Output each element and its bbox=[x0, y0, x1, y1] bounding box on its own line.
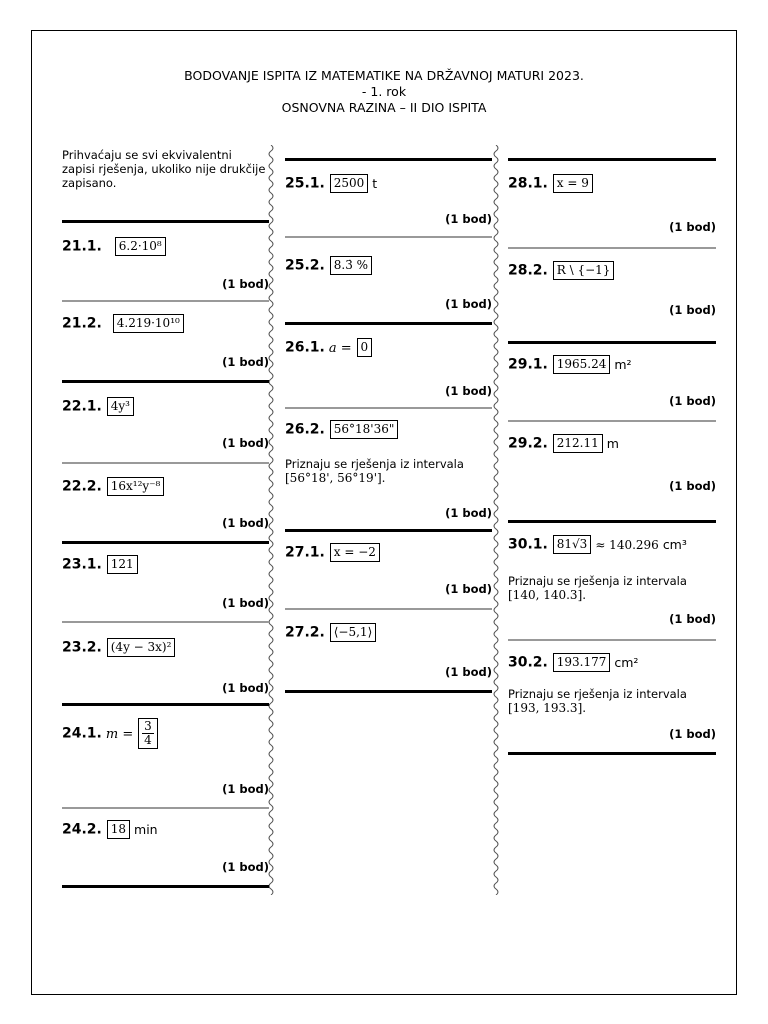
task-22-2: 22.2. 16x¹²y⁻⁸ bbox=[62, 477, 164, 496]
answer-box: 8.3̇ % bbox=[330, 256, 372, 275]
divider bbox=[285, 236, 492, 238]
header-level: OSNOVNA RAZINA – II DIO ISPITA bbox=[281, 100, 487, 115]
task-30-1: 30.1. 81√3 ≈ 140.296 cm³ bbox=[508, 536, 687, 553]
task-27-1: 27.1. x = −2 bbox=[285, 543, 380, 562]
task-26-2: 26.2. 56°18'36" bbox=[285, 420, 398, 439]
points-label: (1 bod) bbox=[669, 303, 716, 317]
divider bbox=[508, 420, 716, 422]
divider bbox=[285, 608, 492, 610]
answer-box: (4y − 3x)² bbox=[107, 638, 176, 657]
points-label: (1 bod) bbox=[222, 596, 269, 610]
points-label: (1 bod) bbox=[669, 612, 716, 626]
task-26-1: 26.1. a = 0 bbox=[285, 338, 372, 357]
divider bbox=[508, 247, 716, 249]
divider bbox=[508, 158, 716, 161]
points-label: (1 bod) bbox=[445, 582, 492, 596]
header-term: - 1. rok bbox=[361, 84, 407, 99]
divider bbox=[285, 690, 492, 693]
divider bbox=[62, 703, 269, 706]
answer-box: 0 bbox=[357, 338, 373, 357]
points-label: (1 bod) bbox=[222, 436, 269, 450]
answer-box: ⟨−5,1⟩ bbox=[330, 623, 377, 642]
answer-box: 6.2·10⁸ bbox=[115, 237, 166, 256]
answer-box: 212.11 bbox=[553, 434, 603, 453]
points-label: (1 bod) bbox=[669, 394, 716, 408]
divider bbox=[62, 300, 269, 302]
task-30-2: 30.2. 193.177 cm² bbox=[508, 654, 639, 671]
divider bbox=[508, 341, 716, 344]
task-29-2: 29.2. 212.11 m bbox=[508, 435, 619, 452]
interval-note: Priznaju se rješenja iz intervala [140, 140.3]. bbox=[508, 574, 687, 602]
task-21-2: 21.2. 4.219·10¹⁰ bbox=[62, 314, 184, 333]
task-25-1: 25.1. 2500 t bbox=[285, 175, 378, 192]
divider bbox=[62, 885, 269, 888]
points-label: (1 bod) bbox=[222, 516, 269, 530]
points-label: (1 bod) bbox=[445, 665, 492, 679]
divider bbox=[285, 322, 492, 325]
answer-box: 121 bbox=[107, 555, 138, 574]
task-28-1: 28.1. x = 9 bbox=[508, 174, 593, 193]
points-label: (1 bod) bbox=[222, 860, 269, 874]
points-label: (1 bod) bbox=[445, 384, 492, 398]
divider bbox=[508, 520, 716, 523]
task-24-2: 24.2. 18 min bbox=[62, 821, 158, 838]
answer-box: R \ {−1} bbox=[553, 261, 615, 280]
divider bbox=[285, 407, 492, 409]
page-header bbox=[0, 68, 768, 116]
divider bbox=[62, 541, 269, 544]
points-label: (1 bod) bbox=[222, 277, 269, 291]
answer-box: x = 9 bbox=[553, 174, 593, 193]
answer-box: 56°18'36" bbox=[330, 420, 399, 439]
interval-note: Priznaju se rješenja iz intervala [193, 193.3]. bbox=[508, 687, 687, 715]
column-separator-2 bbox=[491, 145, 501, 895]
points-label: (1 bod) bbox=[222, 782, 269, 796]
task-27-2: 27.2. ⟨−5,1⟩ bbox=[285, 623, 376, 642]
answer-box: $\frac{3}{4}$ bbox=[138, 718, 158, 749]
divider bbox=[62, 380, 269, 383]
task-25-2: 25.2. 8.3̇ % bbox=[285, 256, 372, 275]
answer-box: 4.219·10¹⁰ bbox=[113, 314, 184, 333]
points-label: (1 bod) bbox=[445, 297, 492, 311]
points-label: (1 bod) bbox=[222, 681, 269, 695]
answer-box: 81√3 bbox=[553, 535, 592, 554]
answer-box: 1965.24 bbox=[553, 355, 611, 374]
divider bbox=[62, 220, 269, 223]
answer-box: 193.177 bbox=[553, 653, 611, 672]
answer-box: x = −2 bbox=[330, 543, 380, 562]
task-21-1: 21.1. 6.2·10⁸ bbox=[62, 237, 166, 256]
answer-box: 4y³ bbox=[107, 397, 134, 416]
points-label: (1 bod) bbox=[445, 506, 492, 520]
answer-box: 18 bbox=[107, 820, 130, 839]
task-24-1: 24.1. m = $\frac{3}{4}$ bbox=[62, 718, 158, 749]
points-label: (1 bod) bbox=[222, 355, 269, 369]
intro-note: Prihvaćaju se svi ekvivalentni zapisi rješenja, ukoliko nije drukčije zapisano. bbox=[62, 148, 266, 190]
interval-note: Priznaju se rješenja iz intervala [56°18', 56°19']. bbox=[285, 457, 464, 485]
divider bbox=[285, 158, 492, 161]
points-label: (1 bod) bbox=[669, 727, 716, 741]
points-label: (1 bod) bbox=[445, 212, 492, 226]
points-label: (1 bod) bbox=[669, 220, 716, 234]
divider bbox=[62, 807, 269, 809]
task-28-2: 28.2. R \ {−1} bbox=[508, 261, 614, 280]
answer-box: 16x¹²y⁻⁸ bbox=[107, 477, 165, 496]
divider bbox=[285, 529, 492, 532]
task-22-1: 22.1. 4y³ bbox=[62, 397, 134, 416]
divider bbox=[508, 752, 716, 755]
task-23-2: 23.2. (4y − 3x)² bbox=[62, 638, 175, 657]
divider bbox=[62, 462, 269, 464]
divider bbox=[62, 621, 269, 623]
task-29-1: 29.1. 1965.24 m² bbox=[508, 356, 632, 373]
divider bbox=[508, 639, 716, 641]
task-23-1: 23.1. 121 bbox=[62, 555, 138, 574]
points-label: (1 bod) bbox=[669, 479, 716, 493]
answer-box: 2500 bbox=[330, 174, 369, 193]
header-title: BODOVANJE ISPITA IZ MATEMATIKE NA DRŽAVNOJ MATURI 2023. bbox=[184, 68, 584, 83]
